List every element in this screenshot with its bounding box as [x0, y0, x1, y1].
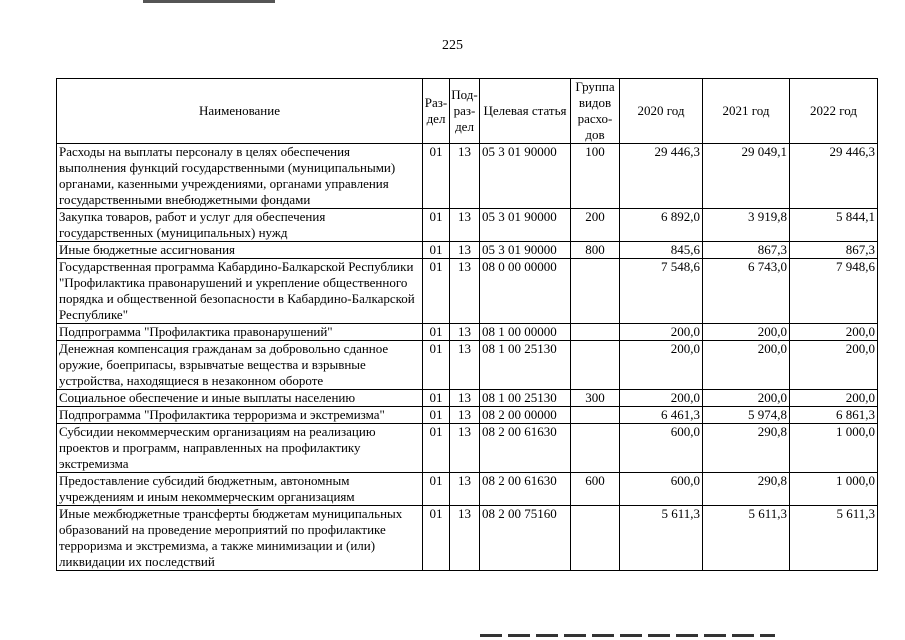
- cell-2021: 200,0: [703, 390, 790, 407]
- header-2021: 2021 год: [703, 79, 790, 144]
- cell-name: Социальное обеспечение и иные выплаты населению: [57, 390, 423, 407]
- cell-name: Субсидии некоммерческим организациям на реализацию проектов и программ, направленных на профилактику экстремизма: [57, 424, 423, 473]
- table-row: [57, 242, 878, 259]
- cell-target: 08 1 00 25130: [480, 341, 571, 390]
- table-row: [57, 407, 878, 424]
- cell-target: 05 3 01 90000: [480, 144, 571, 209]
- cell-group: [571, 324, 620, 341]
- cell-name: Расходы на выплаты персоналу в целях обеспечения выполнения функций государственными (муниципальными) органами, казенными учреждениями, органами управления государственными внебюджетными фондами: [57, 144, 423, 209]
- header-podrazdel: Под-раз-дел: [450, 79, 480, 144]
- header-2020: 2020 год: [620, 79, 703, 144]
- cell-target: 05 3 01 90000: [480, 209, 571, 242]
- cell-razdel: 01: [423, 144, 450, 209]
- cell-podrazdel: 13: [450, 259, 480, 324]
- cell-podrazdel: 13: [450, 144, 480, 209]
- cell-name: Денежная компенсация гражданам за добровольно сданное оружие, боеприпасы, взрывчатые вещества и взрывные устройства, находящиеся в незаконном обороте: [57, 341, 423, 390]
- cell-2020: 29 446,3: [620, 144, 703, 209]
- cell-group: [571, 407, 620, 424]
- table-row: [57, 473, 878, 506]
- cell-name: Подпрограмма "Профилактика правонарушений": [57, 324, 423, 341]
- cell-2020: 600,0: [620, 424, 703, 473]
- cell-razdel: 01: [423, 242, 450, 259]
- cell-2022: 200,0: [790, 390, 878, 407]
- cell-2022: 29 446,3: [790, 144, 878, 209]
- cell-2022: 200,0: [790, 341, 878, 390]
- cell-group: 800: [571, 242, 620, 259]
- cell-2020: 845,6: [620, 242, 703, 259]
- cell-2022: 867,3: [790, 242, 878, 259]
- table-row: [57, 506, 878, 571]
- cell-2021: 29 049,1: [703, 144, 790, 209]
- cell-group: 600: [571, 473, 620, 506]
- header-2022: 2022 год: [790, 79, 878, 144]
- cell-2021: 6 743,0: [703, 259, 790, 324]
- table-row: [57, 390, 878, 407]
- cell-group: 300: [571, 390, 620, 407]
- cell-podrazdel: 13: [450, 341, 480, 390]
- cell-razdel: 01: [423, 259, 450, 324]
- cell-podrazdel: 13: [450, 473, 480, 506]
- cell-podrazdel: 13: [450, 390, 480, 407]
- cell-podrazdel: 13: [450, 209, 480, 242]
- cell-target: 08 2 00 61630: [480, 424, 571, 473]
- cell-2020: 7 548,6: [620, 259, 703, 324]
- table-row: [57, 324, 878, 341]
- cell-group: [571, 506, 620, 571]
- cell-target: 08 2 00 75160: [480, 506, 571, 571]
- cell-2022: 200,0: [790, 324, 878, 341]
- cell-razdel: 01: [423, 424, 450, 473]
- cell-group: [571, 259, 620, 324]
- cell-2021: 867,3: [703, 242, 790, 259]
- cell-2020: 6 892,0: [620, 209, 703, 242]
- cell-2021: 200,0: [703, 324, 790, 341]
- cell-2022: 5 611,3: [790, 506, 878, 571]
- cell-name: Иные межбюджетные трансферты бюджетам муниципальных образований на проведение мероприятий по профилактике терроризма и экстремизма, а также минимизации и (или) ликвидации их последствий: [57, 506, 423, 571]
- cell-podrazdel: 13: [450, 506, 480, 571]
- cell-razdel: 01: [423, 506, 450, 571]
- cell-razdel: 01: [423, 407, 450, 424]
- budget-table: [56, 78, 878, 571]
- page-number: 225: [442, 38, 463, 53]
- cell-2021: 5 974,8: [703, 407, 790, 424]
- cell-target: 08 2 00 00000: [480, 407, 571, 424]
- cell-razdel: 01: [423, 390, 450, 407]
- table-body: [57, 144, 878, 571]
- header-name: Наименование: [57, 79, 423, 144]
- cell-razdel: 01: [423, 341, 450, 390]
- cell-name: Подпрограмма "Профилактика терроризма и экстремизма": [57, 407, 423, 424]
- cell-2020: 6 461,3: [620, 407, 703, 424]
- table-row: [57, 209, 878, 242]
- cell-razdel: 01: [423, 473, 450, 506]
- cell-name: Предоставление субсидий бюджетным, автономным учреждениям и иным некоммерческим организациям: [57, 473, 423, 506]
- cell-2020: 600,0: [620, 473, 703, 506]
- table-row: [57, 424, 878, 473]
- cell-2020: 200,0: [620, 324, 703, 341]
- cell-2021: 3 919,8: [703, 209, 790, 242]
- cell-2022: 1 000,0: [790, 424, 878, 473]
- cell-name: Закупка товаров, работ и услуг для обеспечения государственных (муниципальных) нужд: [57, 209, 423, 242]
- top-scan-artifact: [143, 0, 275, 3]
- header-group: Группа видов расхо-дов: [571, 79, 620, 144]
- cell-podrazdel: 13: [450, 324, 480, 341]
- cell-target: 05 3 01 90000: [480, 242, 571, 259]
- cell-podrazdel: 13: [450, 424, 480, 473]
- cell-2020: 200,0: [620, 390, 703, 407]
- cell-2021: 290,8: [703, 473, 790, 506]
- cell-2020: 200,0: [620, 341, 703, 390]
- cell-podrazdel: 13: [450, 242, 480, 259]
- cell-2020: 5 611,3: [620, 506, 703, 571]
- table-row: [57, 259, 878, 324]
- cell-group: [571, 341, 620, 390]
- cell-group: [571, 424, 620, 473]
- cell-razdel: 01: [423, 209, 450, 242]
- bottom-scan-artifact: [480, 634, 775, 637]
- cell-name: Иные бюджетные ассигнования: [57, 242, 423, 259]
- cell-group: 200: [571, 209, 620, 242]
- cell-2022: 5 844,1: [790, 209, 878, 242]
- cell-target: 08 2 00 61630: [480, 473, 571, 506]
- cell-2021: 200,0: [703, 341, 790, 390]
- cell-target: 08 1 00 00000: [480, 324, 571, 341]
- cell-podrazdel: 13: [450, 407, 480, 424]
- cell-2022: 7 948,6: [790, 259, 878, 324]
- cell-2022: 6 861,3: [790, 407, 878, 424]
- cell-group: 100: [571, 144, 620, 209]
- cell-target: 08 0 00 00000: [480, 259, 571, 324]
- cell-2021: 290,8: [703, 424, 790, 473]
- cell-2022: 1 000,0: [790, 473, 878, 506]
- cell-razdel: 01: [423, 324, 450, 341]
- cell-2021: 5 611,3: [703, 506, 790, 571]
- cell-name: Государственная программа Кабардино-Балкарской Республики "Профилактика правонарушений и укрепление общественного порядка и общественной безопасности в Кабардино-Балкарской Республике": [57, 259, 423, 324]
- table-row: [57, 144, 878, 209]
- table-row: [57, 341, 878, 390]
- header-target: Целевая статья: [480, 79, 571, 144]
- table-header-row: [57, 79, 878, 144]
- cell-target: 08 1 00 25130: [480, 390, 571, 407]
- header-razdel: Раз-дел: [423, 79, 450, 144]
